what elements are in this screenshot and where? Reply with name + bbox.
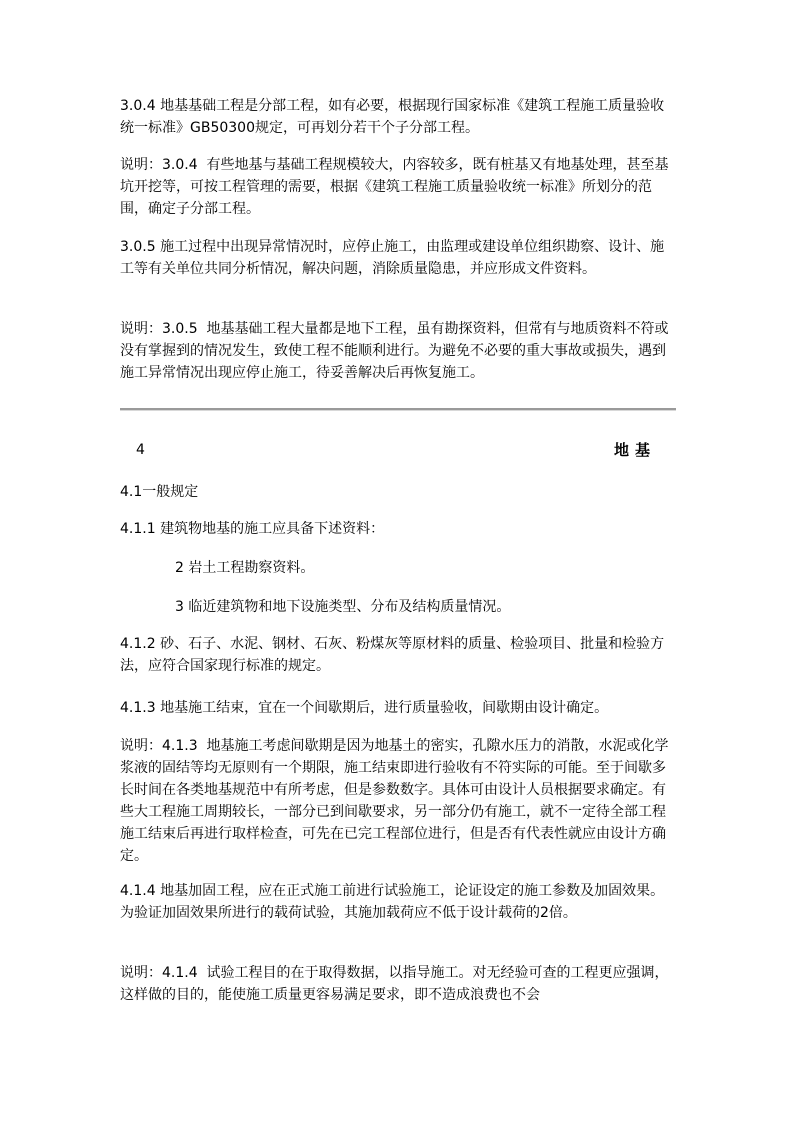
item-4-1-4: 4.1.4 地基加固工程，应在正式施工前进行试验施工，论证设定的施工参数及加固效果。为验证加固效果所进行的载荷试验，其施加载荷应不低于设计载荷的2倍。 <box>120 883 665 921</box>
paragraph-3-0-5: 3.0.5 施工过程中出现异常情况时，应停止施工，由监理或建设单位组织勘察、设计、施工等有关单位共同分析情况，解决问题，消除质量隐患，并应形成文件资料。 <box>120 239 665 277</box>
sub-item-3: 3 临近建筑物和地下设施类型、分布及结构质量情况。 <box>175 599 511 615</box>
note-4-1-4: 说明：4.1.4 试验工程目的在于取得数据，以指导施工。对无经验可查的工程更应强调，这样做的目的，能使施工质量更容易满足要求，即不造成浪费也不会 <box>120 965 669 1003</box>
section-divider <box>120 408 676 411</box>
note-3-0-4: 说明：3.0.4 有些地基与基础工程规模较大，内容较多，既有桩基又有地基处理，甚至基坑开挖等，可按工程管理的需要，根据《建筑工程施工质量验收统一标准》所划分的范围，确定子分部工程。 <box>120 157 669 217</box>
section-heading: 4.1一般规定 <box>120 484 199 500</box>
chapter-number: 4 <box>136 442 145 458</box>
sub-item-2: 2 岩土工程勘察资料。 <box>175 560 315 576</box>
paragraph-3-0-4: 3.0.4 地基基础工程是分部工程，如有必要，根据现行国家标准《建筑工程施工质量验收统一标准》GB50300规定，可再划分若干个子分部工程。 <box>120 98 665 136</box>
note-4-1-3: 说明：4.1.3 地基施工考虑间歇期是因为地基土的密实，孔隙水压力的消散，水泥或化学浆液的固结等均无原则有一个期限，施工结束即进行验收有不符实际的可能。至于间歇多长时间在各类地基规范中有所考虑，但是参数数字。具体可由设计人员根据要求确定。有些大工程施工周期较长，一部分已到间歇要求，另一部分仍有施工，就不一定待全部工程施工结束后再进行取样检查，可先在已完工程部位进行，但是否有代表性就应由设计方确定。 <box>120 738 669 864</box>
item-4-1-1: 4.1.1 建筑物地基的施工应具备下述资料： <box>120 521 385 537</box>
item-4-1-3: 4.1.3 地基施工结束，宜在一个间歇期后，进行质量验收，间歇期由设计确定。 <box>120 700 609 716</box>
item-4-1-2: 4.1.2 砂、石子、水泥、钢材、石灰、粉煤灰等原材料的质量、检验项目、批量和检验方法，应符合国家现行标准的规定。 <box>120 636 665 674</box>
chapter-title: 地基 <box>613 441 656 459</box>
note-3-0-5: 说明：3.0.5 地基基础工程大量都是地下工程，虽有勘探资料，但常有与地质资料不符或没有掌握到的情况发生，致使工程不能顺利进行。为避免不必要的重大事故或损失，遇到施工异常情况出现应停止施工，待妥善解决后再恢复施工。 <box>120 321 669 381</box>
